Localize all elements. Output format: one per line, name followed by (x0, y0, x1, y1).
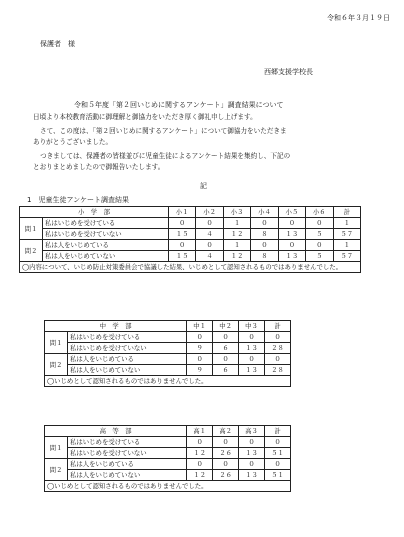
question-label: 問１ (20, 218, 43, 240)
value-cell: ５１ (265, 448, 291, 459)
value-cell: ２６ (213, 448, 239, 459)
value-cell: ０ (213, 437, 239, 448)
question-label: 問２ (45, 354, 68, 376)
value-cell: ８ (251, 251, 278, 262)
ki-heading: 記 (200, 182, 207, 190)
value-cell: ０ (213, 354, 239, 365)
table-note: ◯内容について、いじめ防止対策委員会で協議した結果、いじめとして認知されるものではありませんでした。 (20, 262, 361, 273)
table-row (45, 365, 291, 376)
value-cell: ０ (239, 332, 265, 343)
value-cell: ０ (196, 240, 223, 251)
grade-header: 計 (333, 207, 360, 218)
row-label: 私はいじめを受けている (43, 218, 169, 229)
value-cell: ０ (187, 459, 213, 470)
value-cell: ０ (265, 437, 291, 448)
paragraph-3: つきましては、保護者の皆様並びに児童生徒によるアンケート結果を集約し、下記の (40, 152, 291, 160)
value-cell: １２ (187, 470, 213, 481)
grade-header: 小６ (306, 207, 333, 218)
value-cell: ０ (187, 437, 213, 448)
document-title: 令和５年度「第２回いじめに関するアンケート」調査結果について (74, 101, 284, 109)
high-school-results-table (44, 425, 291, 492)
value-cell: １３ (239, 365, 265, 376)
row-label: 私はいじめを受けていない (68, 448, 187, 459)
dept-header: 高 等 部 (45, 426, 187, 437)
table-note: ◯いじめとして認知されるものではありませんでした。 (45, 481, 291, 492)
dept-header: 中 学 部 (45, 321, 187, 332)
value-cell: ０ (278, 218, 305, 229)
value-cell: １３ (239, 448, 265, 459)
value-cell: ５７ (333, 229, 360, 240)
document-date: 令和６年３月１９日 (327, 14, 390, 22)
value-cell: ０ (213, 332, 239, 343)
value-cell: ０ (306, 240, 333, 251)
value-cell: ４ (196, 251, 223, 262)
grade-header: 小５ (278, 207, 305, 218)
table-row (45, 459, 291, 470)
value-cell: １２ (187, 448, 213, 459)
paragraph-2-cont: ありがとうございました。 (33, 138, 113, 146)
value-cell: ０ (213, 459, 239, 470)
value-cell: １５ (168, 229, 195, 240)
value-cell: ０ (187, 332, 213, 343)
value-cell: １ (223, 218, 250, 229)
value-cell: ６ (213, 365, 239, 376)
grade-header: 小２ (196, 207, 223, 218)
sender-line: 西郷支援学校長 (264, 68, 313, 76)
grade-header: 小４ (251, 207, 278, 218)
row-label: 私は人をいじめていない (68, 365, 187, 376)
grade-header: 計 (265, 321, 291, 332)
note-row (20, 262, 361, 273)
paragraph-2: さて、この度は、「第２回いじめに関するアンケート」について御協力をいただきま (40, 127, 287, 135)
row-label: 私は人をいじめていない (68, 470, 187, 481)
table-header-row (45, 426, 291, 437)
table-row (45, 354, 291, 365)
value-cell: １２ (223, 251, 250, 262)
grade-header: 高３ (239, 426, 265, 437)
value-cell: ９ (187, 365, 213, 376)
grade-header: 高１ (187, 426, 213, 437)
grade-header: 高２ (213, 426, 239, 437)
table-row (45, 437, 291, 448)
value-cell: ０ (278, 240, 305, 251)
value-cell: ０ (168, 240, 195, 251)
value-cell: ０ (239, 459, 265, 470)
table-header-row (45, 321, 291, 332)
value-cell: ０ (239, 437, 265, 448)
value-cell: １２ (223, 229, 250, 240)
value-cell: ０ (265, 459, 291, 470)
grade-header: 小１ (168, 207, 195, 218)
table-row (45, 448, 291, 459)
value-cell: ０ (196, 218, 223, 229)
value-cell: ０ (187, 354, 213, 365)
table-header-row (20, 207, 361, 218)
value-cell: ５ (306, 251, 333, 262)
row-label: 私はいじめを受けている (68, 332, 187, 343)
row-label: 私は人をいじめていない (43, 251, 169, 262)
paragraph-3-cont: とおりまとめましたので御報告いたします。 (33, 163, 165, 171)
value-cell: １３ (239, 343, 265, 354)
table-row (20, 251, 361, 262)
paragraph-1: 日頃より本校教育活動に御理解と御協力をいただき厚く御礼申し上げます。 (33, 113, 257, 121)
dept-header: 小 学 部 (20, 207, 169, 218)
value-cell: ２６ (213, 470, 239, 481)
value-cell: ６ (213, 343, 239, 354)
row-label: 私は人をいじめている (43, 240, 169, 251)
table-row (20, 229, 361, 240)
row-label: 私は人をいじめている (68, 354, 187, 365)
value-cell: １３ (239, 470, 265, 481)
elementary-results-table (19, 206, 361, 273)
table-note: ◯いじめとして認知されるものではありませんでした。 (45, 376, 291, 387)
table-row (45, 332, 291, 343)
value-cell: １３ (278, 229, 305, 240)
question-label: 問１ (45, 437, 68, 459)
row-label: 私はいじめを受けていない (68, 343, 187, 354)
grade-header: 計 (265, 426, 291, 437)
grade-header: 小３ (223, 207, 250, 218)
value-cell: ０ (265, 332, 291, 343)
value-cell: ８ (251, 229, 278, 240)
value-cell: ９ (187, 343, 213, 354)
value-cell: １ (223, 240, 250, 251)
table-row (20, 218, 361, 229)
grade-header: 中２ (213, 321, 239, 332)
value-cell: ０ (239, 354, 265, 365)
value-cell: １５ (168, 251, 195, 262)
value-cell: ５１ (265, 470, 291, 481)
row-label: 私は人をいじめている (68, 459, 187, 470)
value-cell: ０ (306, 218, 333, 229)
value-cell: ４ (196, 229, 223, 240)
recipient-line: 保護者 様 (40, 40, 75, 48)
value-cell: ５７ (333, 251, 360, 262)
value-cell: １ (333, 240, 360, 251)
note-row (45, 376, 291, 387)
value-cell: ０ (265, 354, 291, 365)
value-cell: ０ (251, 240, 278, 251)
junior-high-results-table (44, 320, 291, 387)
table-row (45, 343, 291, 354)
grade-header: 中３ (239, 321, 265, 332)
value-cell: １ (333, 218, 360, 229)
value-cell: ０ (251, 218, 278, 229)
section-heading: 1 児童生徒アンケート調査結果 (27, 196, 130, 204)
row-label: 私はいじめを受けている (68, 437, 187, 448)
value-cell: ５ (306, 229, 333, 240)
value-cell: ２８ (265, 365, 291, 376)
question-label: 問２ (20, 240, 43, 262)
table-row (20, 240, 361, 251)
question-label: 問１ (45, 332, 68, 354)
note-row (45, 481, 291, 492)
value-cell: ２８ (265, 343, 291, 354)
value-cell: １３ (278, 251, 305, 262)
table-row (45, 470, 291, 481)
value-cell: ０ (168, 218, 195, 229)
question-label: 問２ (45, 459, 68, 481)
row-label: 私はいじめを受けていない (43, 229, 169, 240)
grade-header: 中１ (187, 321, 213, 332)
